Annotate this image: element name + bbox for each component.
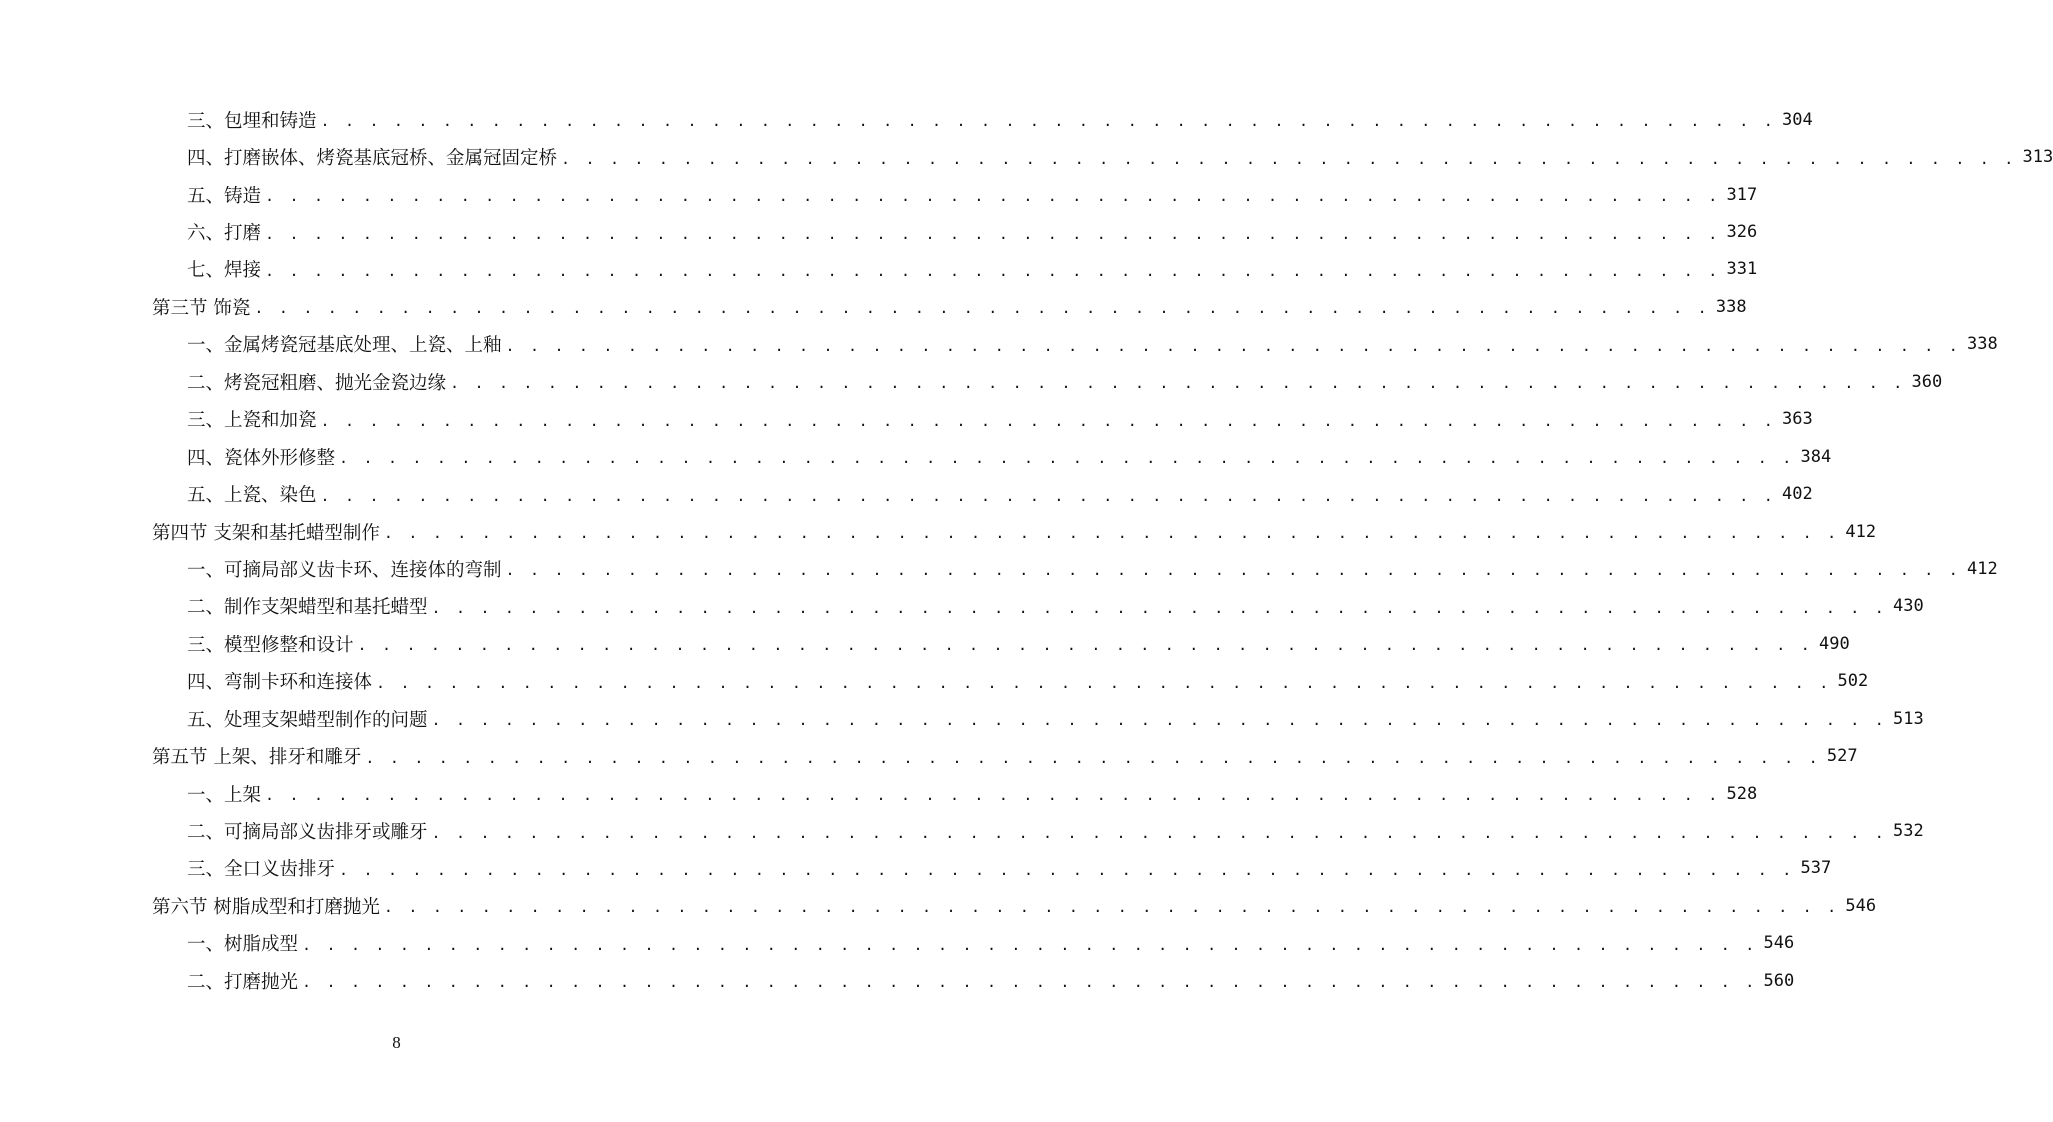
- toc-item-row: [0, 138, 2053, 175]
- toc-entry-label: 三、模型修整和设计: [187, 634, 354, 656]
- toc-dot-leader: . . . . . . . . . . . . . . . . . . . . . . . . . . . . . . . . . . . . . . . . . . . . . . . . . . . . . . . . . . . .: [431, 823, 1887, 842]
- toc-dot-leader: . . . . . . . . . . . . . . . . . . . . . . . . . . . . . . . . . . . . . . . . . . . . . . . . . . . . . . . . . . . .: [320, 411, 1776, 430]
- toc-page-number: 537: [1800, 858, 1832, 879]
- toc-page-number: 546: [1845, 895, 1877, 916]
- toc-page-number: 412: [1966, 558, 1998, 579]
- toc-item-row: [0, 812, 1924, 849]
- toc-page-number: 317: [1726, 184, 1758, 205]
- toc-dot-leader: . . . . . . . . . . . . . . . . . . . . . . . . . . . . . . . . . . . . . . . . . . . . . . . . . . . . . . . . . . . .: [365, 748, 1821, 767]
- toc-page-number: 527: [1826, 746, 1858, 767]
- toc-dot-leader: . . . . . . . . . . . . . . . . . . . . . . . . . . . . . . . . . . . . . . . . . . . . . . . . . . . . . . . . . . . .: [376, 673, 1832, 692]
- toc-page-number: 502: [1837, 671, 1869, 692]
- toc-page-number: 363: [1781, 409, 1813, 430]
- toc-page-number: 402: [1781, 484, 1813, 505]
- toc-entry-label: 二、打磨抛光: [187, 971, 299, 993]
- toc-item-row: [0, 925, 1795, 962]
- toc-page-number: 326: [1726, 222, 1758, 243]
- toc-entry-label: 第三节 饰瓷: [152, 297, 251, 319]
- toc-dot-leader: . . . . . . . . . . . . . . . . . . . . . . . . . . . . . . . . . . . . . . . . . . . . . . . . . . . . . . . . . . . .: [265, 786, 1721, 805]
- toc-page-number: 528: [1726, 783, 1758, 804]
- toc-section-row: [0, 513, 1877, 550]
- toc-item-row: [0, 213, 1758, 250]
- toc-entry-label: 六、打磨: [187, 223, 262, 245]
- toc-dot-leader: . . . . . . . . . . . . . . . . . . . . . . . . . . . . . . . . . . . . . . . . . . . . . . . . . . . . . . . . . . . .: [265, 261, 1721, 280]
- toc-item-row: [0, 363, 1943, 400]
- toc-dot-leader: . . . . . . . . . . . . . . . . . . . . . . . . . . . . . . . . . . . . . . . . . . . . . . . . . . . . . . . . . . . .: [265, 224, 1721, 243]
- toc-entry-label: 第四节 支架和基托蜡型制作: [152, 522, 380, 544]
- toc-item-row: [0, 663, 1869, 700]
- toc-entry-label: 一、可摘局部义齿卡环、连接体的弯制: [187, 559, 502, 581]
- toc-entry-label: 二、可摘局部义齿排牙或雕牙: [187, 822, 428, 844]
- toc-entry-label: 四、弯制卡环和连接体: [187, 672, 373, 694]
- toc-dot-leader: . . . . . . . . . . . . . . . . . . . . . . . . . . . . . . . . . . . . . . . . . . . . . . . . . . . . . . . . . . . .: [339, 860, 1795, 879]
- toc-item-row: [0, 101, 1813, 138]
- toc-page-number: 560: [1763, 970, 1795, 991]
- toc-item-row: [0, 475, 1813, 512]
- toc-entry-label: 一、上架: [187, 784, 262, 806]
- toc-page-number: 338: [1966, 334, 1998, 355]
- toc-page-number: 331: [1726, 259, 1758, 280]
- toc-page-number: 430: [1892, 596, 1924, 617]
- toc-page-number: 338: [1715, 296, 1747, 317]
- toc-dot-leader: . . . . . . . . . . . . . . . . . . . . . . . . . . . . . . . . . . . . . . . . . . . . . . . . . . . . . . . . . . . .: [383, 898, 1840, 917]
- toc-entry-label: 第六节 树脂成型和打磨抛光: [152, 896, 380, 918]
- toc-dot-leader: . . . . . . . . . . . . . . . . . . . . . . . . . . . . . . . . . . . . . . . . . . . . . . . . . . . . . . . . . . . .: [505, 561, 1961, 580]
- toc-dot-leader: . . . . . . . . . . . . . . . . . . . . . . . . . . . . . . . . . . . . . . . . . . . . . . . . . . . . . . . . . . . .: [339, 449, 1795, 468]
- toc-page-number: 513: [1892, 708, 1924, 729]
- toc-dot-leader: . . . . . . . . . . . . . . . . . . . . . . . . . . . . . . . . . . . . . . . . . . . . . . . . . . . . . . . . . . . .: [320, 486, 1776, 505]
- toc-entry-label: 五、处理支架蜡型制作的问题: [187, 709, 428, 731]
- toc-page-number: 304: [1781, 109, 1813, 130]
- toc-entry-label: 三、上瓷和加瓷: [187, 410, 317, 432]
- toc-entry-label: 第五节 上架、排牙和雕牙: [152, 747, 362, 769]
- table-of-contents: [0, 101, 2053, 1000]
- toc-item-row: [0, 588, 1924, 625]
- toc-dot-leader: . . . . . . . . . . . . . . . . . . . . . . . . . . . . . . . . . . . . . . . . . . . . . . . . . . . . . . . . . . . .: [357, 636, 1813, 655]
- toc-page-number: 384: [1800, 446, 1832, 467]
- toc-item-row: [0, 251, 1758, 288]
- toc-item-row: [0, 700, 1924, 737]
- toc-dot-leader: . . . . . . . . . . . . . . . . . . . . . . . . . . . . . . . . . . . . . . . . . . . . . . . . . . . . . . . . . . . .: [561, 149, 2017, 168]
- toc-dot-leader: . . . . . . . . . . . . . . . . . . . . . . . . . . . . . . . . . . . . . . . . . . . . . . . . . . . . . . . . . . . .: [302, 935, 1758, 954]
- toc-page-number: 546: [1763, 933, 1795, 954]
- toc-item-row: [0, 850, 1832, 887]
- toc-dot-leader: . . . . . . . . . . . . . . . . . . . . . . . . . . . . . . . . . . . . . . . . . . . . . . . . . . . . . . . . . . . .: [505, 336, 1961, 355]
- toc-entry-label: 七、焊接: [187, 260, 262, 282]
- page-number: 8: [392, 1033, 401, 1052]
- toc-dot-leader: . . . . . . . . . . . . . . . . . . . . . . . . . . . . . . . . . . . . . . . . . . . . . . . . . . . . . . . . . . . .: [254, 299, 1710, 318]
- toc-dot-leader: . . . . . . . . . . . . . . . . . . . . . . . . . . . . . . . . . . . . . . . . . . . . . . . . . . . . . . . . . . . .: [265, 187, 1721, 206]
- toc-page-number: 490: [1818, 633, 1850, 654]
- toc-entry-label: 二、烤瓷冠粗磨、抛光金瓷边缘: [187, 372, 447, 394]
- toc-entry-label: 一、树脂成型: [187, 934, 299, 956]
- toc-entry-label: 一、金属烤瓷冠基底处理、上瓷、上釉: [187, 335, 502, 357]
- toc-page-number: 313: [2022, 147, 2053, 168]
- toc-dot-leader: . . . . . . . . . . . . . . . . . . . . . . . . . . . . . . . . . . . . . . . . . . . . . . . . . . . . . . . . . . . .: [450, 374, 1906, 393]
- toc-dot-leader: . . . . . . . . . . . . . . . . . . . . . . . . . . . . . . . . . . . . . . . . . . . . . . . . . . . . . . . . . . . .: [383, 524, 1840, 543]
- toc-page-number: 412: [1845, 521, 1877, 542]
- toc-item-row: [0, 326, 1998, 363]
- toc-section-row: [0, 887, 1877, 924]
- toc-section-row: [0, 288, 1747, 325]
- toc-item-row: [0, 401, 1813, 438]
- toc-section-row: [0, 737, 1858, 774]
- toc-page-number: 360: [1911, 371, 1943, 392]
- toc-dot-leader: . . . . . . . . . . . . . . . . . . . . . . . . . . . . . . . . . . . . . . . . . . . . . . . . . . . . . . . . . . . .: [320, 112, 1776, 131]
- toc-item-row: [0, 962, 1795, 999]
- toc-entry-label: 五、上瓷、染色: [187, 485, 317, 507]
- toc-item-row: [0, 176, 1758, 213]
- toc-entry-label: 三、全口义齿排牙: [187, 859, 336, 881]
- toc-entry-label: 四、打磨嵌体、烤瓷基底冠桥、金属冠固定桥: [187, 148, 558, 170]
- toc-dot-leader: . . . . . . . . . . . . . . . . . . . . . . . . . . . . . . . . . . . . . . . . . . . . . . . . . . . . . . . . . . . .: [431, 711, 1887, 730]
- toc-item-row: [0, 625, 1850, 662]
- toc-item-row: [0, 550, 1998, 587]
- toc-page-number: 532: [1892, 821, 1924, 842]
- toc-dot-leader: . . . . . . . . . . . . . . . . . . . . . . . . . . . . . . . . . . . . . . . . . . . . . . . . . . . . . . . . . . . .: [431, 598, 1887, 617]
- toc-item-row: [0, 775, 1758, 812]
- toc-dot-leader: . . . . . . . . . . . . . . . . . . . . . . . . . . . . . . . . . . . . . . . . . . . . . . . . . . . . . . . . . . . .: [302, 973, 1758, 992]
- toc-entry-label: 五、铸造: [187, 185, 262, 207]
- toc-entry-label: 三、包埋和铸造: [187, 110, 317, 132]
- toc-entry-label: 四、瓷体外形修整: [187, 447, 336, 469]
- toc-entry-label: 二、制作支架蜡型和基托蜡型: [187, 597, 428, 619]
- toc-item-row: [0, 438, 1832, 475]
